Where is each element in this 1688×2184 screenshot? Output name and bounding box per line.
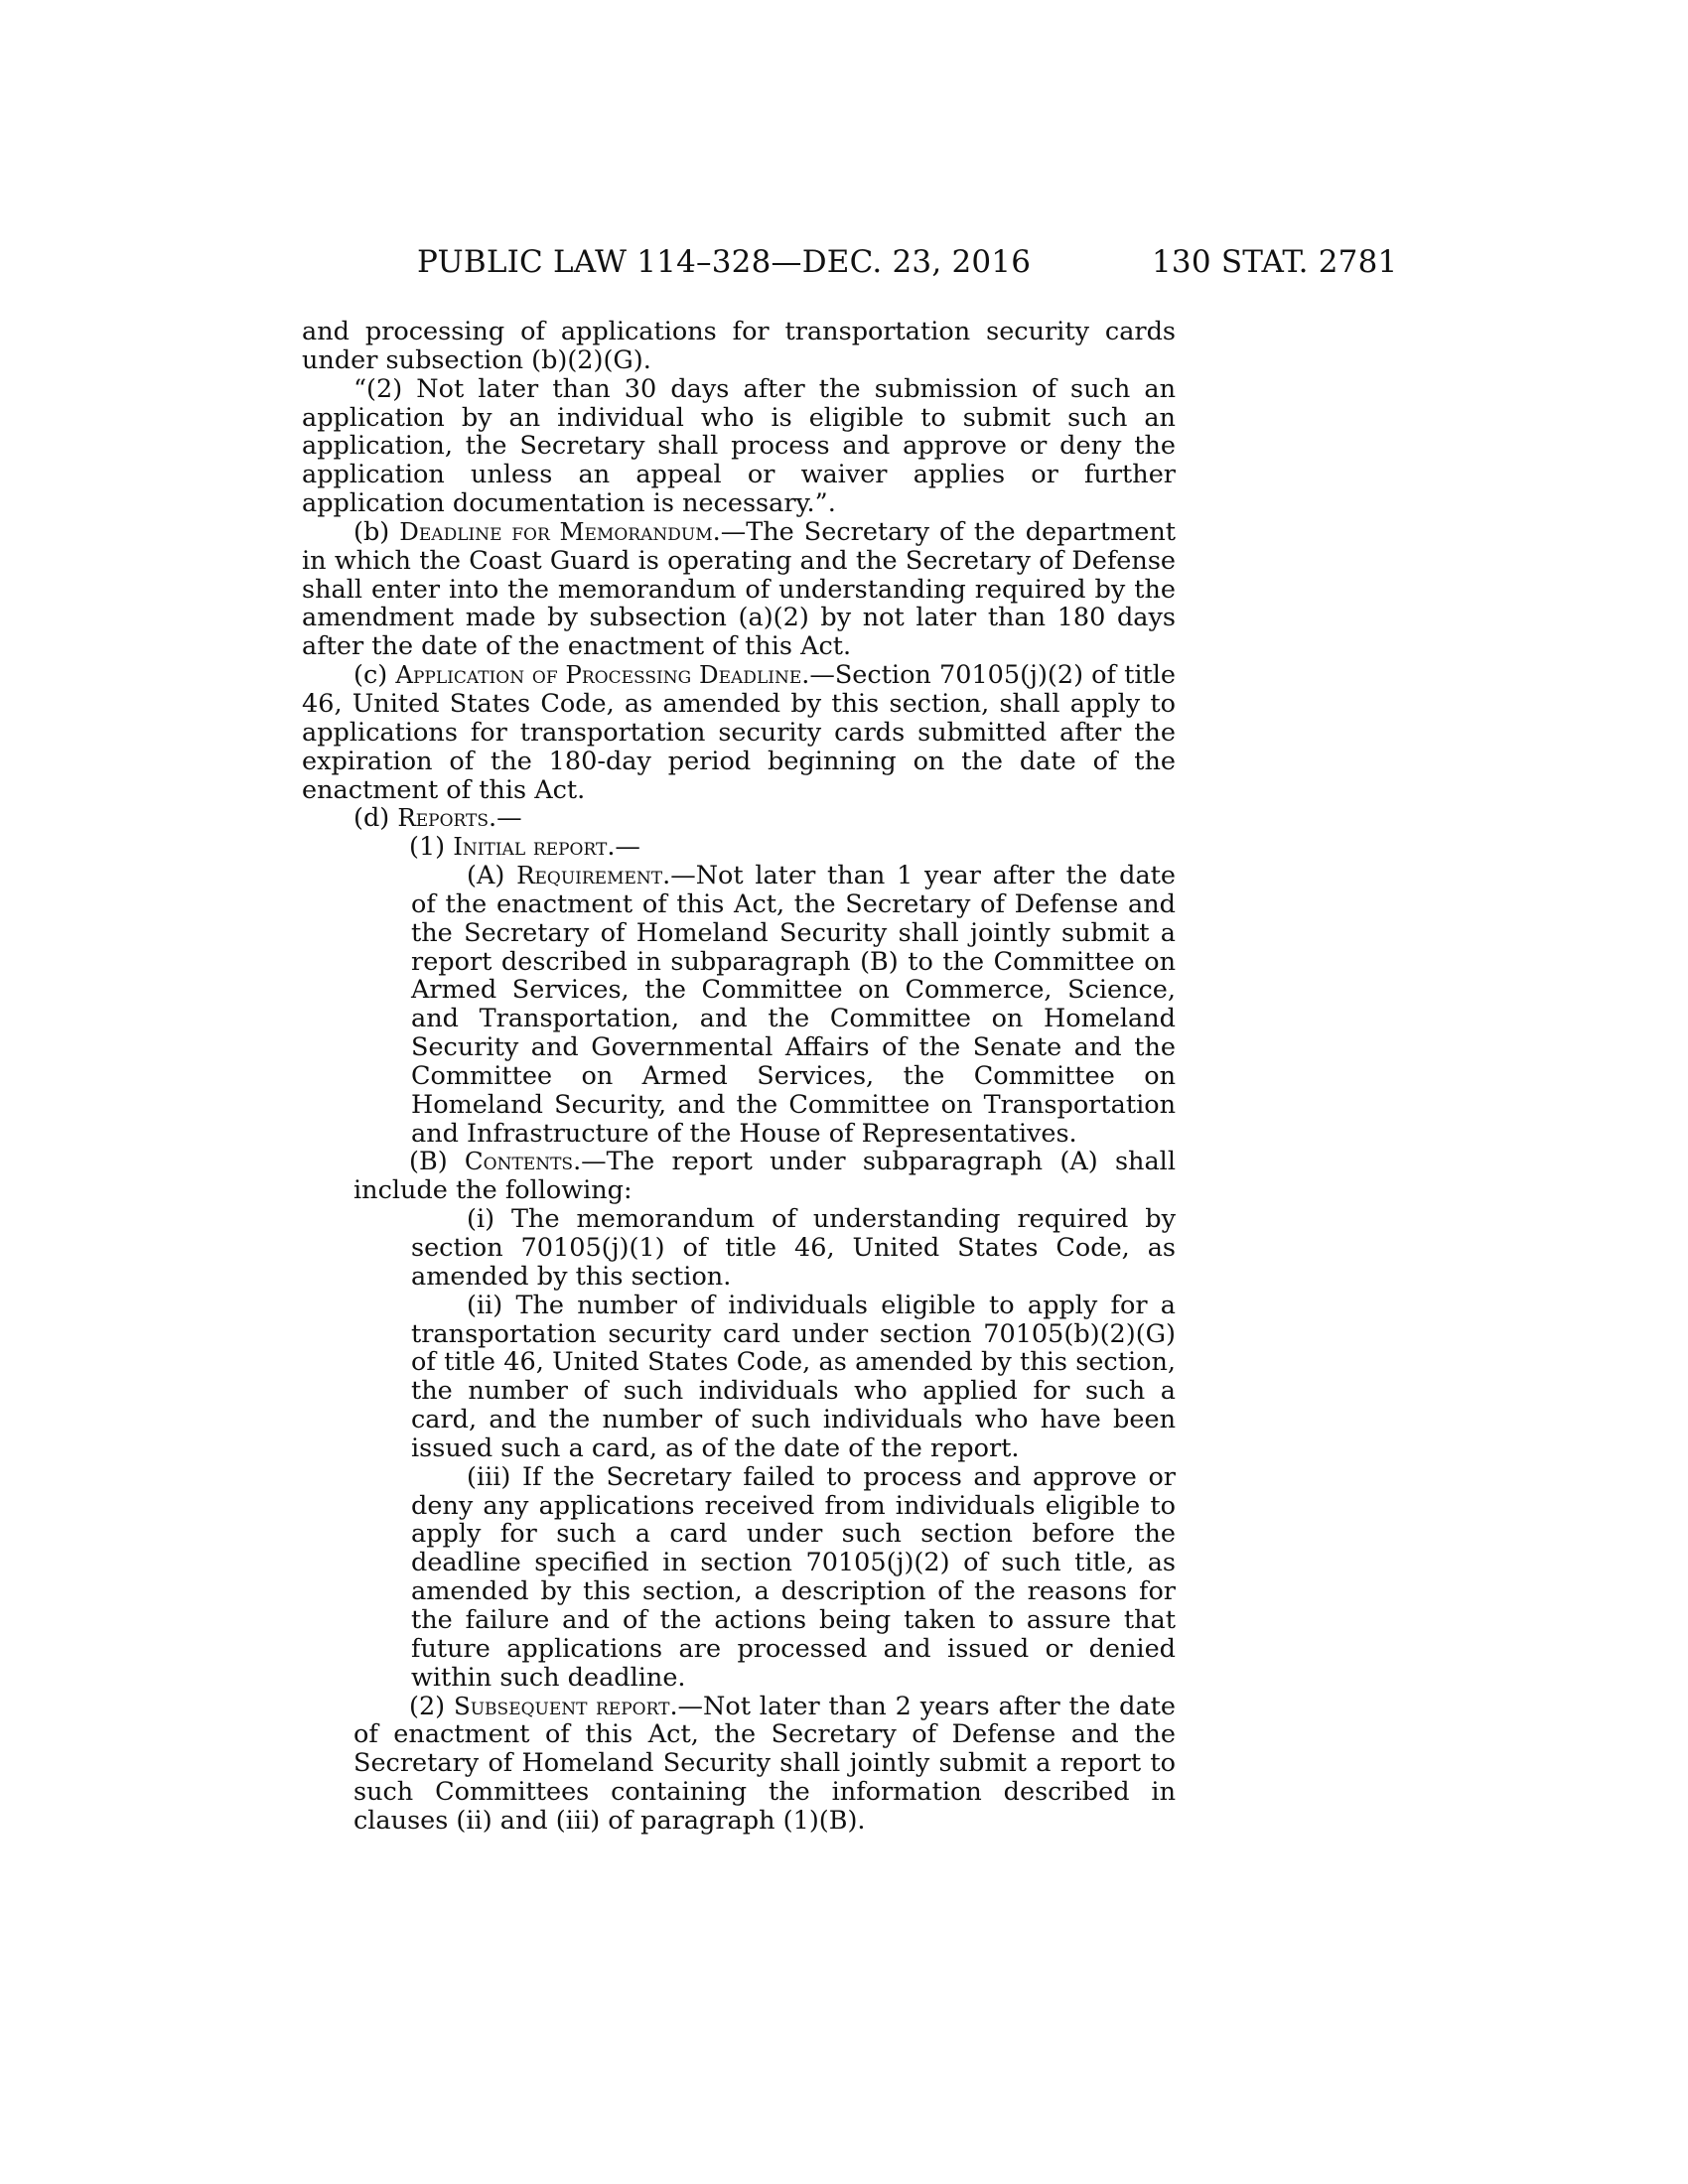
- statute-text: [302, 318, 1176, 1836]
- paragraph-2-subsequent-report: (2) Subsequent report.—Not later than 2 years after the date of enactment of this Act, the Secretary of Defense and the Secretary of Homeland Security shall jointly submit a report to such Committees containing the information described in clauses (ii) and (iii) of paragraph (1)(B).: [353, 1691, 1177, 1836]
- page-header-stat-number: 130 STAT. 2781: [1152, 244, 1398, 280]
- paragraph-b-deadline-for-memorandum: (b) Deadline for Memorandum.—The Secretary of the department in which the Coast Guard is operating and the Secretary of Defense shall enter into the memorandum of understanding required by the amendment made by subsection (a)(2) by not later than 180 days after the date of the enactment of this Act.: [302, 516, 1177, 662]
- paragraph-c-application-of-processing-deadline: (c) Application of Processing Deadline.—Section 70105(j)(2) of title 46, United States Code, as amended by this section, shall apply to applications for transportation security cards submitted after the expiration of the 180-day period beginning on the date of the enactment of this Act.: [302, 660, 1176, 805]
- section-heading: Subsequent report: [453, 1691, 670, 1720]
- section-heading: Application of Processing Deadline: [395, 660, 802, 690]
- section-heading: Contents: [464, 1147, 574, 1176]
- paragraph-d-reports: (d) Reports.—: [353, 803, 522, 834]
- section-heading: Reports: [397, 803, 490, 833]
- paragraph-1-initial-report: (1) Initial report.—: [409, 832, 640, 863]
- page-header-title: PUBLIC LAW 114–328—DEC. 23, 2016: [417, 244, 1032, 280]
- paragraph-a-requirement: (A) Requirement.—Not later than 1 year after the date of the enactment of this Act, the Secretary of Defense and the Secretary of Homeland Security shall jointly submit a report described in subparagraph (B) to the Committee on Armed Services, the Committee on Commerce, Science, and Transportation, and the Committee on Homeland Security and Governmental Affairs of the Senate and the Committee on Armed Services, the Committee on Homeland Security, and the Committee on Transportation and Infrastructure of the House of Representatives.: [411, 861, 1176, 1149]
- running-head: [0, 244, 1688, 284]
- clause-iii: (iii) If the Secretary failed to process and approve or deny any applications received from individuals eligible to apply for such a card under such section before the deadline specified in section 70105(j)(2) of such title, as amended by this section, a description of the reasons for the failure and of the actions being taken to assure that future applications are processed and issued or denied within such deadline.: [411, 1461, 1176, 1693]
- section-heading: Deadline for Memorandum: [399, 516, 713, 546]
- paragraph-subsection-2: “(2) Not later than 30 days after the submission of such an application by an individual who is eligible to submit such an application, the Secretary shall process and approve or deny the application unless an appeal or waiver applies or further application documentation is necessary.”.: [302, 373, 1176, 519]
- paragraph-continuation: and processing of applications for transportation security cards under subsection (b)(2)(G).: [302, 317, 1176, 375]
- clause-i: (i) The memorandum of understanding required by section 70105(j)(1) of title 46, United States Code, as amended by this section.: [411, 1204, 1176, 1292]
- clause-ii: (ii) The number of individuals eligible to apply for a transportation security card under section 70105(b)(2)(G) of title 46, United States Code, as amended by this section, the number of such individuals who applied for such a card, and the number of such individuals who have been issued such a card, as of the date of the report.: [411, 1290, 1176, 1463]
- section-heading: Requirement: [516, 861, 663, 890]
- paragraph-b-contents: (B) Contents.—The report under subparagraph (A) shall include the following:: [353, 1147, 1176, 1206]
- section-heading: Initial report: [453, 832, 608, 862]
